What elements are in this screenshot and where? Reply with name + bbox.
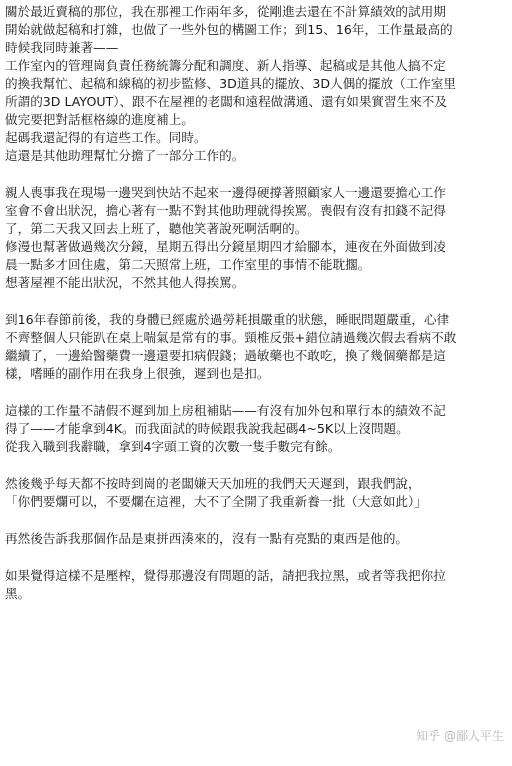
paragraph-gap <box>5 292 505 311</box>
text-line: 「你們要爛可以，不要爛在這裡，大不了全開了我重新養一批（大意如此）」 <box>5 494 427 509</box>
text-line: 晨一點多才回住處，第二天照常上班，工作室里的事情不能耽擱。 <box>5 257 371 272</box>
text-line: 時候我同時兼著—— <box>5 40 119 55</box>
paragraph <box>5 475 505 511</box>
paragraph-gap <box>5 548 505 567</box>
paragraph <box>5 184 505 292</box>
text-line: 黑。 <box>5 586 31 601</box>
article-body <box>5 3 505 603</box>
text-line: 親人喪事我在現場一邊哭到快站不起來一邊得硬撐著照顧家人一邊還要擔心工作 <box>5 185 446 200</box>
text-line: 做完要把對話框格線的進度補上。 <box>5 112 194 127</box>
text-line: 修漫也幫著做過幾次分鏡，星期五得出分鏡星期四才給腳本，連夜在外面做到凌 <box>5 239 446 254</box>
text-line: 室會不會出狀況，擔心著有一點不對其他助理就得挨罵。喪假有沒有扣錢不記得 <box>5 203 446 218</box>
paragraph <box>5 311 505 383</box>
paragraph-gap <box>5 383 505 402</box>
text-line: 工作室內的管理崗負責任務統籌分配和調度、新人指導、起稿或是其他人搞不定 <box>5 58 446 73</box>
text-line: 的換我幫忙、起稿和線稿的初步監修、3D道具的擺放、3D人偶的擺放（工作室里 <box>5 76 457 91</box>
text-line: 起碼我還記得的有這些工作。同時。 <box>5 130 207 145</box>
text-line: 這樣的工作量不請假不遲到加上房租補貼——有沒有加外包和單行本的績效不記 <box>5 403 446 418</box>
text-line: 然後幾乎每天都不按時到崗的老闆嫌天天加班的我們天天遲到，跟我們說， <box>5 476 421 491</box>
text-line: 再然後告訴我那個作品是東拼西湊來的，沒有一點有亮點的東西是他的。 <box>5 531 408 546</box>
text-line: 想著屋裡不能出狀況，不然其他人得挨罵。 <box>5 275 245 290</box>
paragraph-gap <box>5 165 505 184</box>
paragraph <box>5 402 505 456</box>
text-line: 這還是其他助理幫忙分擔了一部分工作的。 <box>5 148 245 163</box>
text-line: 到16年春節前後，我的身體已經處於過勞耗損嚴重的狀態，睡眠問題嚴重，心律 <box>5 312 450 327</box>
text-line: 繼續了，一邊給醫藥費一邊還要扣病假錢；過敏藥也不敢吃，換了幾個藥都是這 <box>5 348 446 363</box>
paragraph <box>5 3 505 165</box>
text-line: 所謂的3D LAYOUT）、跟不在屋裡的老闆和遠程做溝通、還有如果實習生來不及 <box>5 94 447 109</box>
paragraph <box>5 530 505 548</box>
text-line: 從我入職到我辭職，拿到4字頭工資的次數一隻手數完有餘。 <box>5 439 341 454</box>
text-line: 了，第二天我又回去上班了，聽他笑著說死啊活啊的。 <box>5 221 308 236</box>
text-line: 樣，嗜睡的副作用在我身上很強，遲到也是扣。 <box>5 366 270 381</box>
paragraph <box>5 567 505 603</box>
text-line: 如果覺得這樣不是壓榨，覺得那邊沒有問題的話，請把我拉黑，或者等我把你拉 <box>5 568 446 583</box>
text-line: 不齊整個人只能趴在桌上喘氣是常有的事。頸椎反張+錯位請過幾次假去看病不敢 <box>5 330 457 345</box>
text-line: 得了——才能拿到4K。而我面試的時候跟我說我起碼4~5K以上沒問題。 <box>5 421 409 436</box>
text-line: 開始就做起稿和打雜，也做了一些外包的構圖工作；到15、16年，工作量最高的 <box>5 22 453 37</box>
paragraph-gap <box>5 511 505 530</box>
text-line: 關於最近賣稿的那位，我在那裡工作兩年多，從剛進去還在不計算績效的試用期 <box>5 4 446 19</box>
zhihu-watermark: 知乎 @鄙人平生 <box>416 729 504 743</box>
paragraph-gap <box>5 456 505 475</box>
